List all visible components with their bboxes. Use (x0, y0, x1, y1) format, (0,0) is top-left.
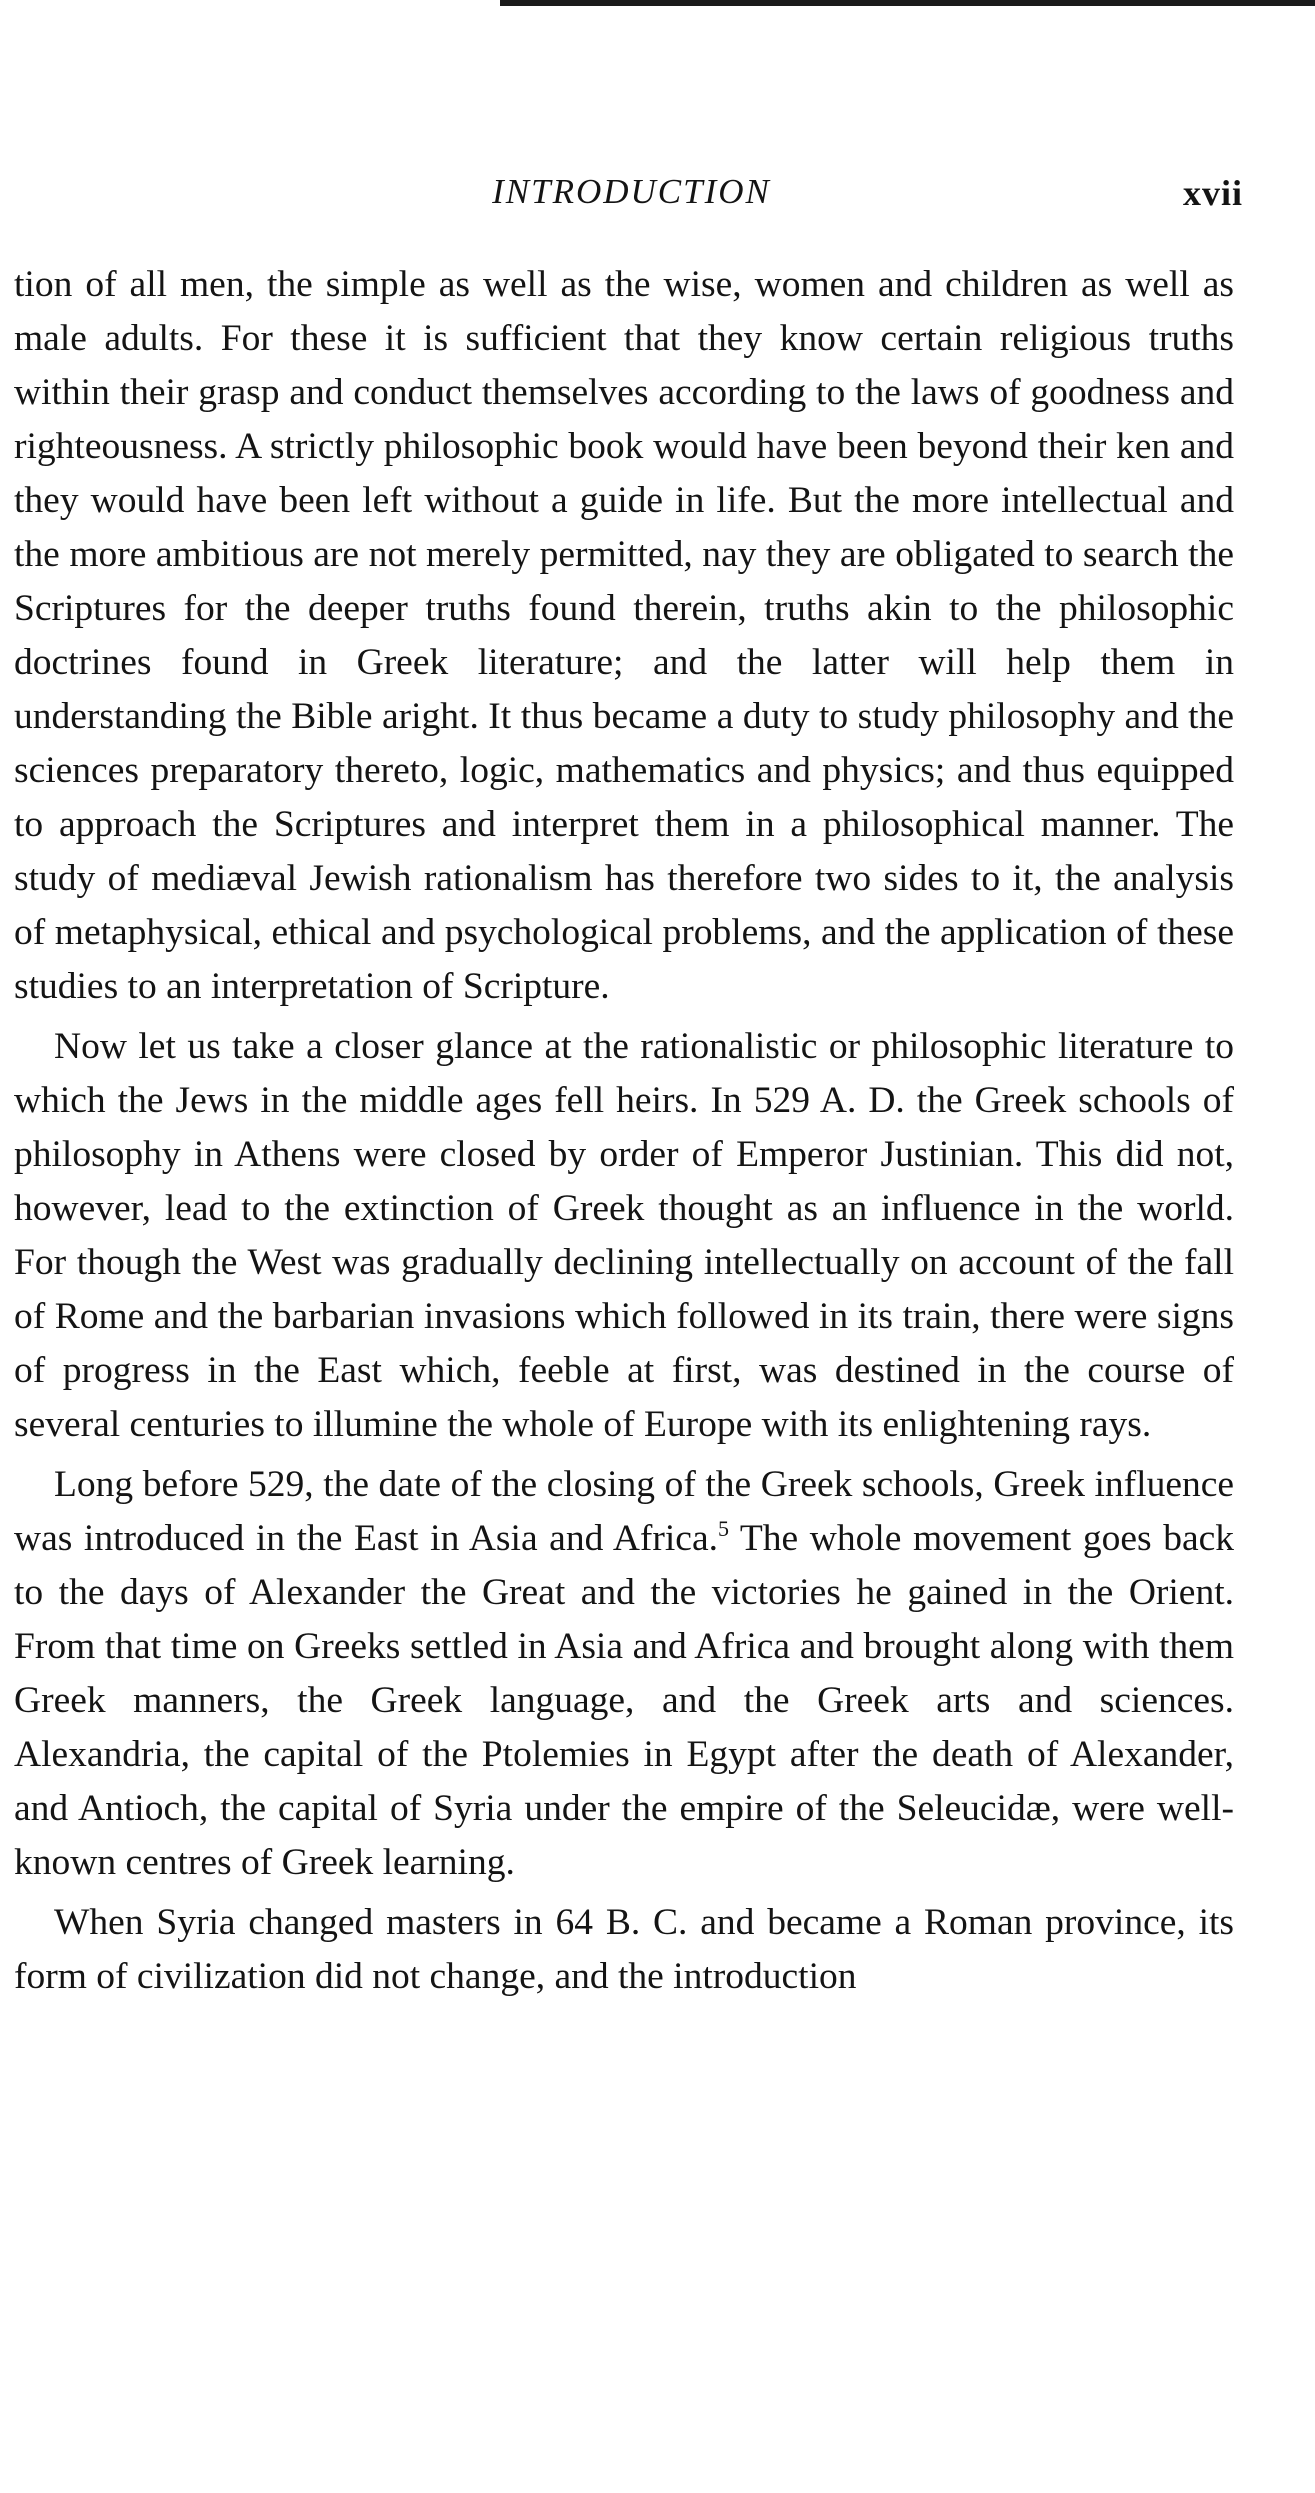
body-text (14, 258, 1234, 2010)
running-head-title: INTRODUCTION (492, 172, 771, 211)
paragraph-greek-schools: Now let us take a closer glance at the rationalistic or philosophic literature to which the Jews in the middle ages fell heirs. In 529 A. D. the Greek schools of philosophy in Athens were closed by order of Emperor Justinian. This did not, however, lead to the extinction of Greek thought as an influence in the world. For though the West was gradually declining intellectually on account of the fall of Rome and the barbarian invasions which followed in its train, there were signs of progress in the East which, feeble at first, was destined in the course of several centuries to illumine the whole of Europe with its enlightening rays. (14, 1026, 1234, 1445)
running-head (0, 172, 1315, 222)
paragraph-syria: When Syria changed masters in 64 B. C. and became a Roman province, its form of civilization did not change, and the introduction (14, 1902, 1234, 1997)
page-number: xvii (1182, 173, 1243, 213)
paragraph-greek-influence-text-a: Long before 529, the date of the closing of the Greek schools, Greek influence was introduced in the East in Asia and Africa. (14, 1464, 1234, 1559)
footnote-reference: 5 (717, 1516, 729, 1541)
paragraph-greek-influence-text-b: The whole movement goes back to the days of Alexander the Great and the victories he gained in the Orient. From that time on Greeks settled in Asia and Africa and brought along with them Greek manners, the Greek language, and the Greek arts and sciences. Alexandria, the capital of the Ptolemies in Egypt after the death of Alexander, and Antioch, the capital of Syria under the empire of the Seleucidæ, were well-known centres of Greek learning. (14, 1518, 1235, 1883)
paragraph-greek-influence (14, 1458, 1234, 1890)
paragraph-continuation: tion of all men, the simple as well as the wise, women and children as well as male adults. For these it is sufficient that they know certain religious truths within their grasp and conduct themselves according to the laws of goodness and righteousness. A strictly philosophic book would have been beyond their ken and they would have been left without a guide in life. But the more intellectual and the more ambitious are not merely permitted, nay they are obligated to search the Scriptures for the deeper truths found therein, truths akin to the philosophic doctrines found in Greek literature; and the latter will help them in understanding the Bible aright. It thus became a duty to study philosophy and the sciences preparatory thereto, logic, mathematics and physics; and thus equipped to approach the Scriptures and interpret them in a philosophical manner. The study of mediæval Jewish rationalism has therefore two sides to it, the analysis of metaphysical, ethical and psychological problems, and the application of these studies to an interpretation of Scripture. (14, 264, 1234, 1007)
top-edge-rule (500, 0, 1315, 6)
